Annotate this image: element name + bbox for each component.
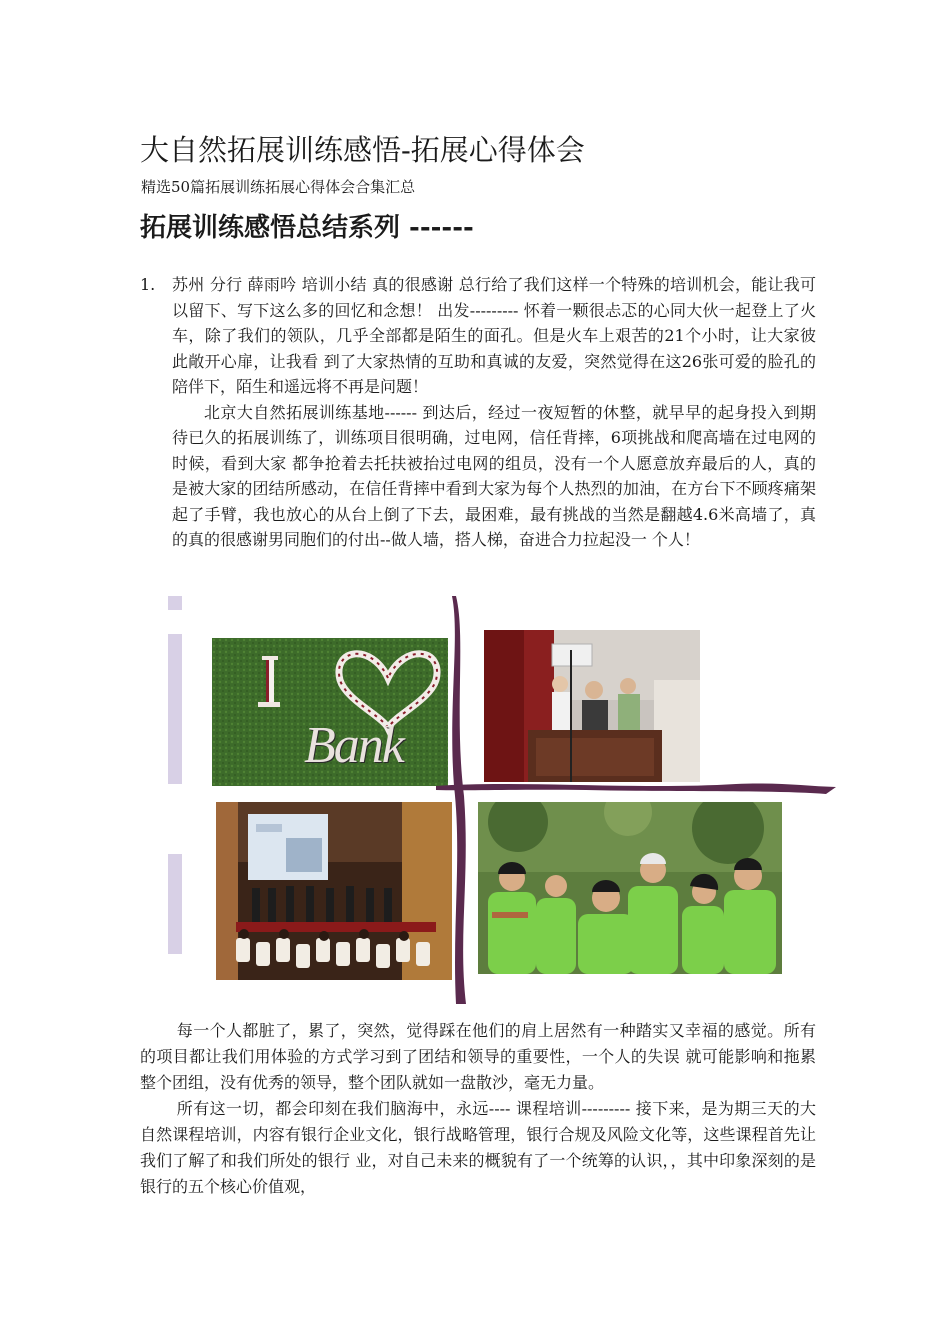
- decorative-square: [168, 596, 182, 610]
- paragraph: 每一个人都脏了，累了，突然，觉得踩在他们的肩上居然有一种踏实又幸福的感觉。所有的项目都让我们用体验的方式学习到了团结和领导的重要性，一个人的失误 就可能影响和拖累整个团组，没有优秀的领导，整个团队就如一盘散沙，毫无力量。: [140, 1021, 816, 1092]
- photo-formation: [212, 638, 448, 786]
- paragraph: 所有这一切，都会印刻在我们脑海中，永远---- 课程培训--------- 接下来，是为期三天的大自然课程培训，内容有银行企业文化，银行战略管理，银行合规及风险文化等，这些课程首先让我们了解了和我们所处的银行 业，对自己未来的概貌有了一个统筹的认识，，其中印象深刻的是银行的五个核心价值观，: [140, 1099, 816, 1196]
- formation-word-bank: Bank: [304, 717, 403, 774]
- formation-letter-i: [258, 640, 278, 710]
- decorative-square: [168, 634, 182, 784]
- document-title: 大自然拓展训练感悟-拓展心得体会: [140, 133, 585, 167]
- decorative-horizontal-stroke: [436, 778, 836, 794]
- photo-podium: [484, 630, 700, 782]
- decorative-square: [168, 854, 182, 954]
- document-subtitle: 精选50篇拓展训练拓展心得体会合集汇总: [141, 178, 416, 196]
- paragraph: 苏州 分行 薛雨吟 培训小结 真的很感谢 总行给了我们这样一个特殊的培训机会，能让我可以留下、写下这么多的回忆和念想！ 出发--------- 怀着一颗很忐忑的心同大伙一起登上了火车，除了我们的领队，几乎全部都是陌生的面孔。但是火车上艰苦的21个小时，让大家彼此敞开心扉，让我看 到了大家热情的互助和真诚的友爱，突然觉得在这26张可爱的脸孔的陪伴下，陌生和遥远将不再是问题！: [172, 275, 816, 396]
- list-item-body: [172, 272, 816, 553]
- decorative-vertical-stroke: [450, 596, 472, 1004]
- paragraph: 北京大自然拓展训练基地------ 到达后，经过一夜短暂的休整，就早早的起身投入到期待已久的拓展训练了，训练项目很明确，过电网，信任背摔，6项挑战和爬高墙在过电网的时候，看到大家 都争抢着去托扶被抬过电网的组员，没有一个人愿意放弃最后的人，真的是被大家的团结所感动，在信任背摔中看到大家为每个人热烈的加油，在方台下不顾疼痛架 起了手臂，我也放心的从台上倒了下去，最困难，最有挑战的当然是翻越4.6米高墙了，真的真的很感谢男同胞们的付出--做人墙，搭人梯，奋进合力拉起没一 个人！: [172, 402, 816, 549]
- series-heading: 拓展训练感悟总结系列 ------: [140, 213, 474, 243]
- photo-team: [478, 802, 782, 974]
- list-item-number: 1.: [140, 275, 156, 294]
- body-text: [140, 1018, 816, 1200]
- photo-collage: [166, 596, 836, 1006]
- photo-stage: [216, 802, 452, 980]
